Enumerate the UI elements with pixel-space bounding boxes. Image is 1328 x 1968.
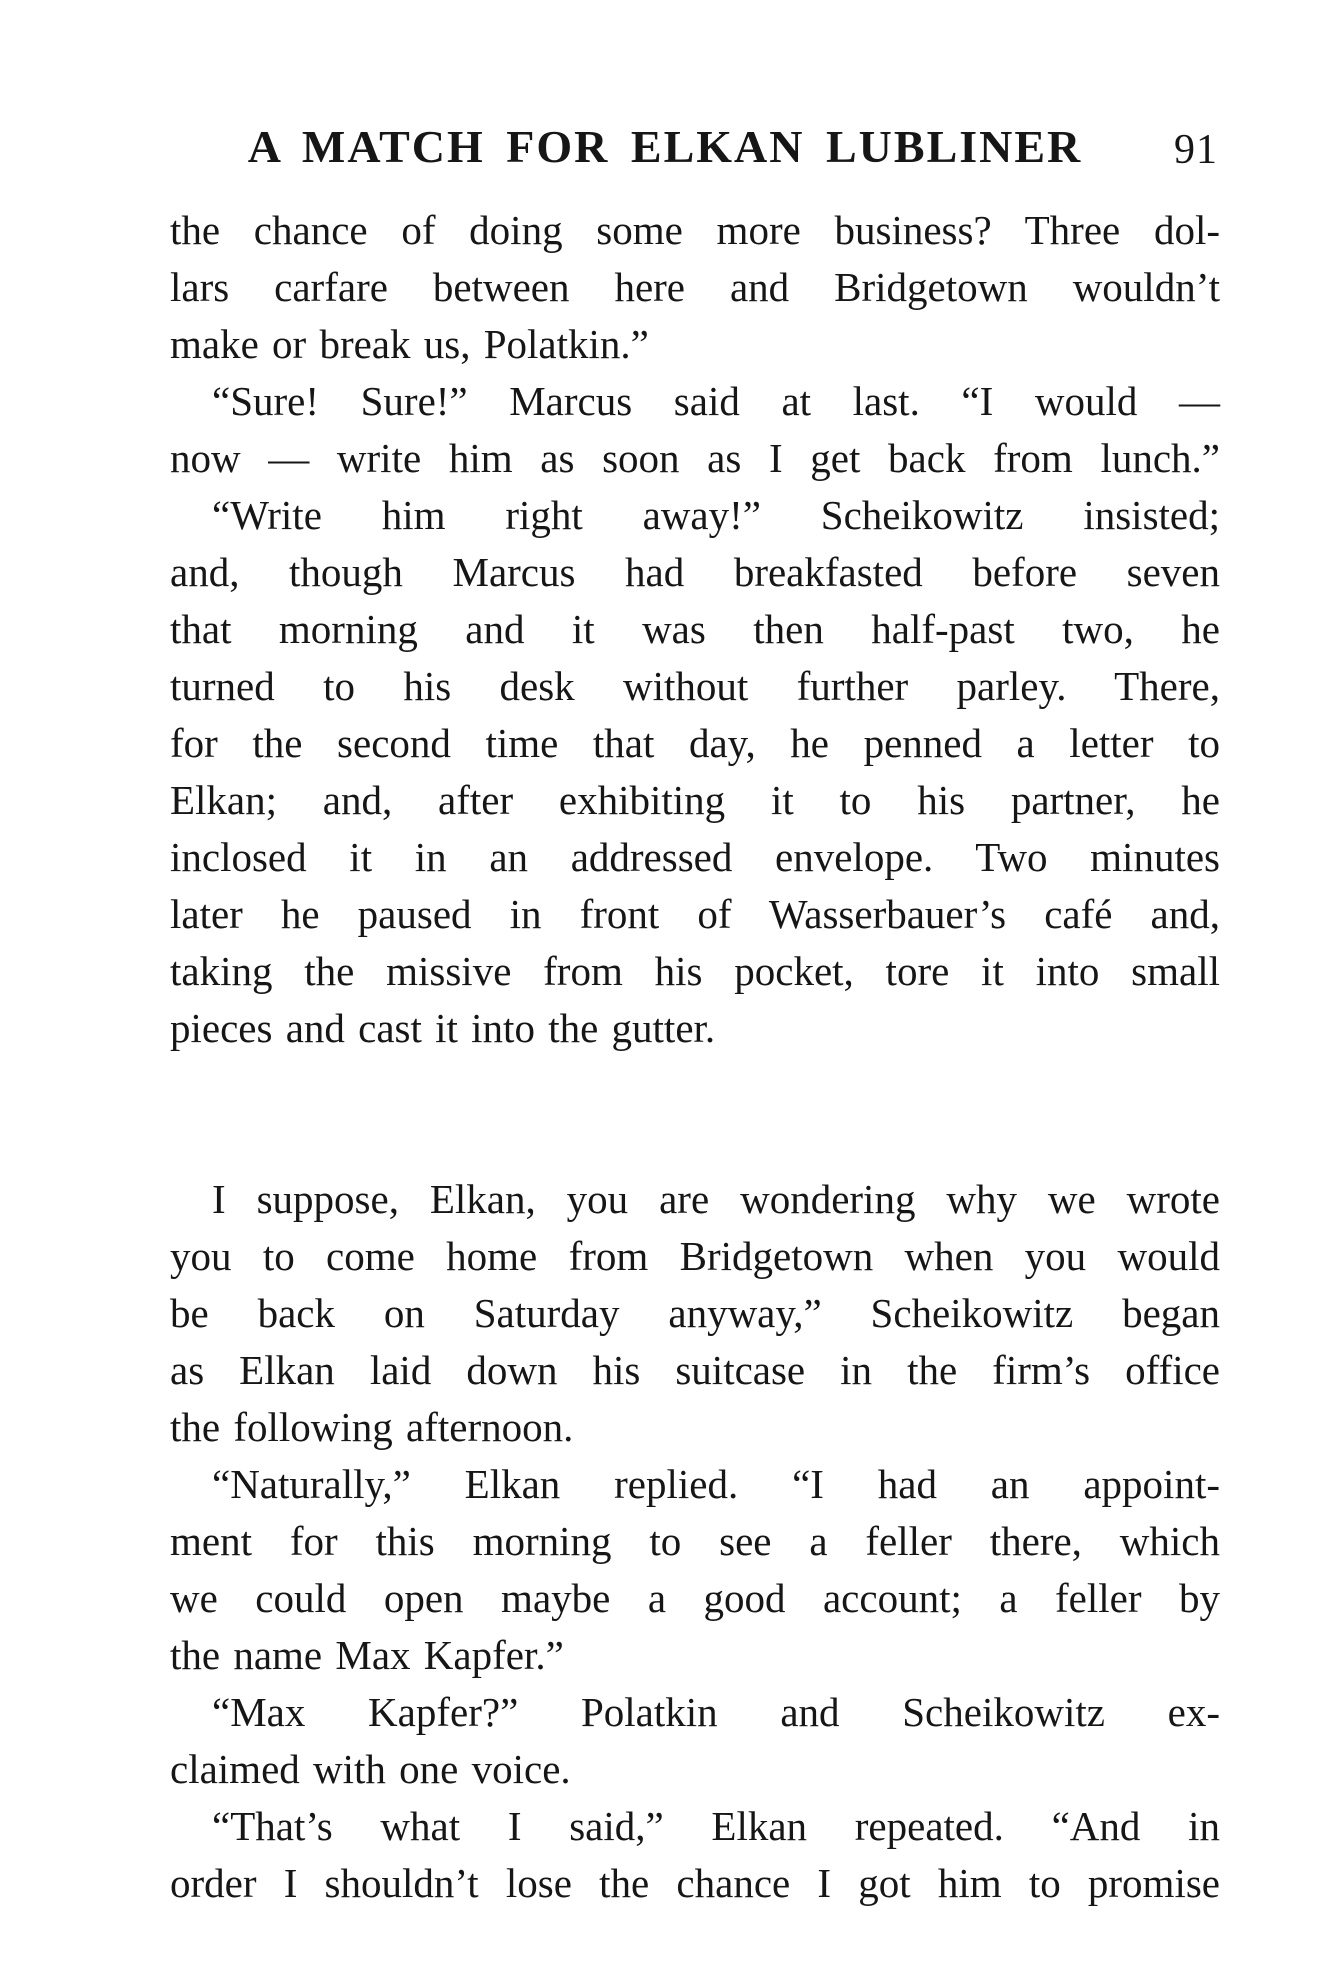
text-block — [170, 202, 1220, 1912]
text-line: be back on Saturday anyway,” Scheikowitz began — [170, 1290, 1220, 1336]
text-line: for the second time that day, he penned a letter to — [170, 720, 1220, 766]
text-line: the following afternoon. — [170, 1404, 574, 1450]
text-line: “Sure! Sure!” Marcus said at last. “I would — — [212, 378, 1220, 424]
text-line: and, though Marcus had breakfasted before seven — [170, 549, 1220, 595]
text-line: order I shouldn’t lose the chance I got him to promise — [170, 1860, 1220, 1906]
section-break — [170, 1057, 1220, 1171]
page-number: 91 — [1174, 127, 1218, 173]
text-line: later he paused in front of Wasserbauer’s café and, — [170, 891, 1220, 937]
text-line: “That’s what I said,” Elkan repeated. “And in — [212, 1803, 1220, 1849]
text-line: taking the missive from his pocket, tore it into small — [170, 948, 1220, 994]
page-header — [170, 120, 1220, 174]
text-line: we could open maybe a good account; a feller by — [170, 1575, 1220, 1621]
text-line: inclosed it in an addressed envelope. Two minutes — [170, 834, 1220, 880]
text-line: “Naturally,” Elkan replied. “I had an appoint- — [212, 1461, 1220, 1507]
text-line: as Elkan laid down his suitcase in the firm’s office — [170, 1347, 1220, 1393]
text-line: you to come home from Bridgetown when you would — [170, 1233, 1220, 1279]
text-line: ment for this morning to see a feller there, which — [170, 1518, 1220, 1564]
text-line: pieces and cast it into the gutter. — [170, 1005, 716, 1051]
text-line: “Max Kapfer?” Polatkin and Scheikowitz ex- — [212, 1689, 1220, 1735]
text-line: Elkan; and, after exhibiting it to his partner, he — [170, 777, 1220, 823]
text-line: the chance of doing some more business? Three dol- — [170, 207, 1220, 253]
text-line: lars carfare between here and Bridgetown wouldn’t — [170, 264, 1220, 310]
text-line: turned to his desk without further parley. There, — [170, 663, 1220, 709]
text-line: that morning and it was then half-past two, he — [170, 606, 1220, 652]
text-line: the name Max Kapfer.” — [170, 1632, 564, 1678]
text-line: claimed with one voice. — [170, 1746, 571, 1792]
text-line: I suppose, Elkan, you are wondering why we wrote — [212, 1176, 1220, 1222]
running-title: A MATCH FOR ELKAN LUBLINER — [247, 121, 1083, 172]
text-line: “Write him right away!” Scheikowitz insisted; — [212, 492, 1220, 538]
text-line: make or break us, Polatkin.” — [170, 321, 649, 367]
text-line: now — write him as soon as I get back from lunch.” — [170, 435, 1220, 481]
